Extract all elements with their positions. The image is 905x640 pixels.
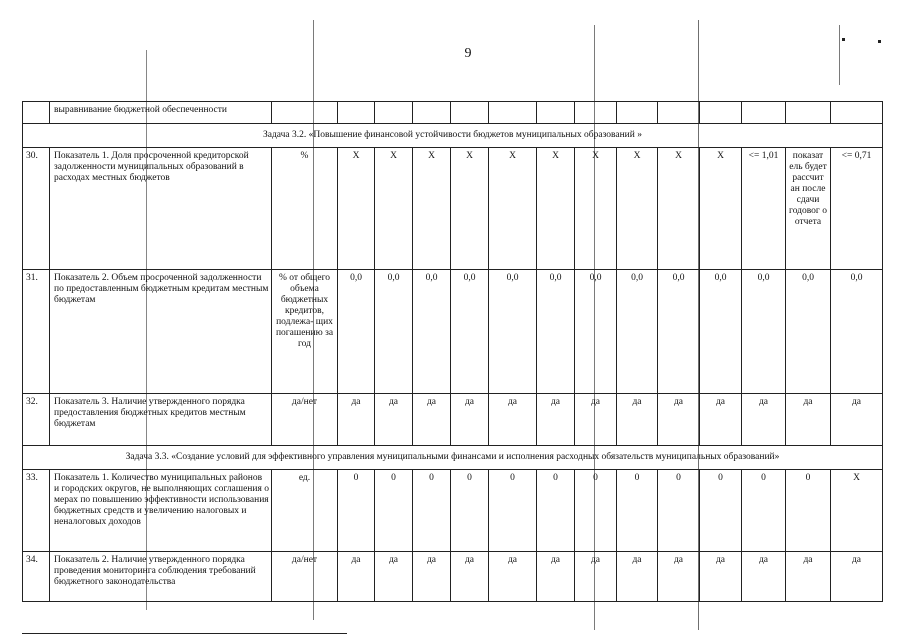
value-cell: да bbox=[786, 394, 831, 446]
task-3-2-title: Задача 3.2. «Повышение финансовой устойчивости бюджетов муниципальных образований » bbox=[23, 124, 883, 148]
value-cell: да bbox=[742, 394, 786, 446]
value-cell: <= 1,01 bbox=[742, 148, 786, 270]
value-cell: <= 0,71 bbox=[831, 148, 883, 270]
empty-cell bbox=[272, 102, 338, 124]
value-cell: 0 bbox=[375, 470, 413, 552]
task-header-row bbox=[23, 446, 883, 470]
indicator-name: Показатель 2. Наличие утвержденного порядка проведения мониторинга соблюдения требований бюджетного законодательства bbox=[50, 552, 272, 602]
value-cell: 0 bbox=[742, 470, 786, 552]
scan-mark bbox=[842, 38, 845, 41]
scan-line bbox=[839, 25, 840, 85]
value-cell: да bbox=[338, 394, 375, 446]
value-cell: 0 bbox=[575, 470, 617, 552]
value-cell: X bbox=[489, 148, 537, 270]
table-row bbox=[23, 148, 883, 270]
row-number: 33. bbox=[23, 470, 50, 552]
indicator-name: Показатель 1. Количество муниципальных районов и городских округов, не выполняющих соглашения о мерах по повышению эффективности использования бюджетных средств и увеличению налоговых и неналоговых доходов bbox=[50, 470, 272, 552]
value-cell: 0,0 bbox=[575, 270, 617, 394]
value-cell: да bbox=[575, 552, 617, 602]
value-cell: 0,0 bbox=[413, 270, 451, 394]
value-cell: да bbox=[700, 394, 742, 446]
row-number: 34. bbox=[23, 552, 50, 602]
value-cell: 0,0 bbox=[451, 270, 489, 394]
value-cell: да bbox=[413, 394, 451, 446]
value-cell: да bbox=[338, 552, 375, 602]
row-number: 30. bbox=[23, 148, 50, 270]
value-cell: 0 bbox=[617, 470, 658, 552]
value-cell: да bbox=[489, 394, 537, 446]
value-cell: да bbox=[617, 394, 658, 446]
table-row bbox=[23, 470, 883, 552]
value-cell: да bbox=[375, 394, 413, 446]
value-cell: да bbox=[537, 552, 575, 602]
value-cell: X bbox=[575, 148, 617, 270]
value-cell: X bbox=[413, 148, 451, 270]
value-cell: да bbox=[575, 394, 617, 446]
unit-cell: % от общего объема бюджетных кредитов, подлежа- щих погашению за год bbox=[272, 270, 338, 394]
value-cell: да bbox=[617, 552, 658, 602]
value-cell: 0 bbox=[700, 470, 742, 552]
value-cell: 0,0 bbox=[658, 270, 700, 394]
table-row bbox=[23, 270, 883, 394]
row-number: 31. bbox=[23, 270, 50, 394]
value-cell: показат ель будет рассчит ан после сдачи годовог о отчета bbox=[786, 148, 831, 270]
table-row bbox=[23, 102, 883, 124]
value-cell: 0,0 bbox=[742, 270, 786, 394]
value-cell: да bbox=[489, 552, 537, 602]
value-cell: 0,0 bbox=[537, 270, 575, 394]
value-cell: 0,0 bbox=[375, 270, 413, 394]
value-cell: X bbox=[831, 470, 883, 552]
value-cell: 0,0 bbox=[338, 270, 375, 394]
value-cell: 0 bbox=[338, 470, 375, 552]
unit-cell: ед. bbox=[272, 470, 338, 552]
unit-cell: % bbox=[272, 148, 338, 270]
unit-cell: да/нет bbox=[272, 552, 338, 602]
value-cell: 0 bbox=[413, 470, 451, 552]
footnote-rule bbox=[22, 633, 347, 634]
table-row bbox=[23, 552, 883, 602]
value-cell: 0,0 bbox=[700, 270, 742, 394]
value-cell: да bbox=[658, 552, 700, 602]
value-cell: X bbox=[375, 148, 413, 270]
value-cell: 0 bbox=[489, 470, 537, 552]
value-cell: да bbox=[742, 552, 786, 602]
value-cell: да bbox=[451, 394, 489, 446]
row-label: выравнивание бюджетной обеспеченности bbox=[50, 102, 272, 124]
value-cell: да bbox=[786, 552, 831, 602]
value-cell: X bbox=[338, 148, 375, 270]
task-header-row bbox=[23, 124, 883, 148]
indicators-table bbox=[22, 101, 883, 602]
value-cell: да bbox=[375, 552, 413, 602]
value-cell: да bbox=[537, 394, 575, 446]
value-cell: X bbox=[700, 148, 742, 270]
value-cell: да bbox=[413, 552, 451, 602]
value-cell: да bbox=[831, 394, 883, 446]
scan-mark bbox=[878, 40, 881, 43]
value-cell: X bbox=[658, 148, 700, 270]
value-cell: да bbox=[451, 552, 489, 602]
value-cell: X bbox=[537, 148, 575, 270]
value-cell: 0 bbox=[451, 470, 489, 552]
row-number: 32. bbox=[23, 394, 50, 446]
task-3-3-title: Задача 3.3. «Создание условий для эффективного управления муниципальными финансами и исполнения расходных обязательств муниципальных образований» bbox=[23, 446, 883, 470]
value-cell: 0 bbox=[537, 470, 575, 552]
value-cell: 0 bbox=[658, 470, 700, 552]
indicator-name: Показатель 1. Доля просроченной кредиторской задолженности муниципальных образований в расходах местных бюджетов bbox=[50, 148, 272, 270]
value-cell: 0,0 bbox=[831, 270, 883, 394]
indicator-name: Показатель 2. Объем просроченной задолженности по предоставленным бюджетным кредитам местным бюджетам bbox=[50, 270, 272, 394]
empty-cell bbox=[23, 102, 50, 124]
value-cell: да bbox=[700, 552, 742, 602]
page-number: 9 bbox=[464, 46, 472, 61]
value-cell: да bbox=[831, 552, 883, 602]
value-cell: 0,0 bbox=[617, 270, 658, 394]
value-cell: 0,0 bbox=[489, 270, 537, 394]
value-cell: X bbox=[451, 148, 489, 270]
unit-cell: да/нет bbox=[272, 394, 338, 446]
indicator-name: Показатель 3. Наличие утвержденного порядка предоставления бюджетных кредитов местным бюджетам bbox=[50, 394, 272, 446]
value-cell: 0 bbox=[786, 470, 831, 552]
value-cell: X bbox=[617, 148, 658, 270]
value-cell: 0,0 bbox=[786, 270, 831, 394]
table-row bbox=[23, 394, 883, 446]
value-cell: да bbox=[658, 394, 700, 446]
